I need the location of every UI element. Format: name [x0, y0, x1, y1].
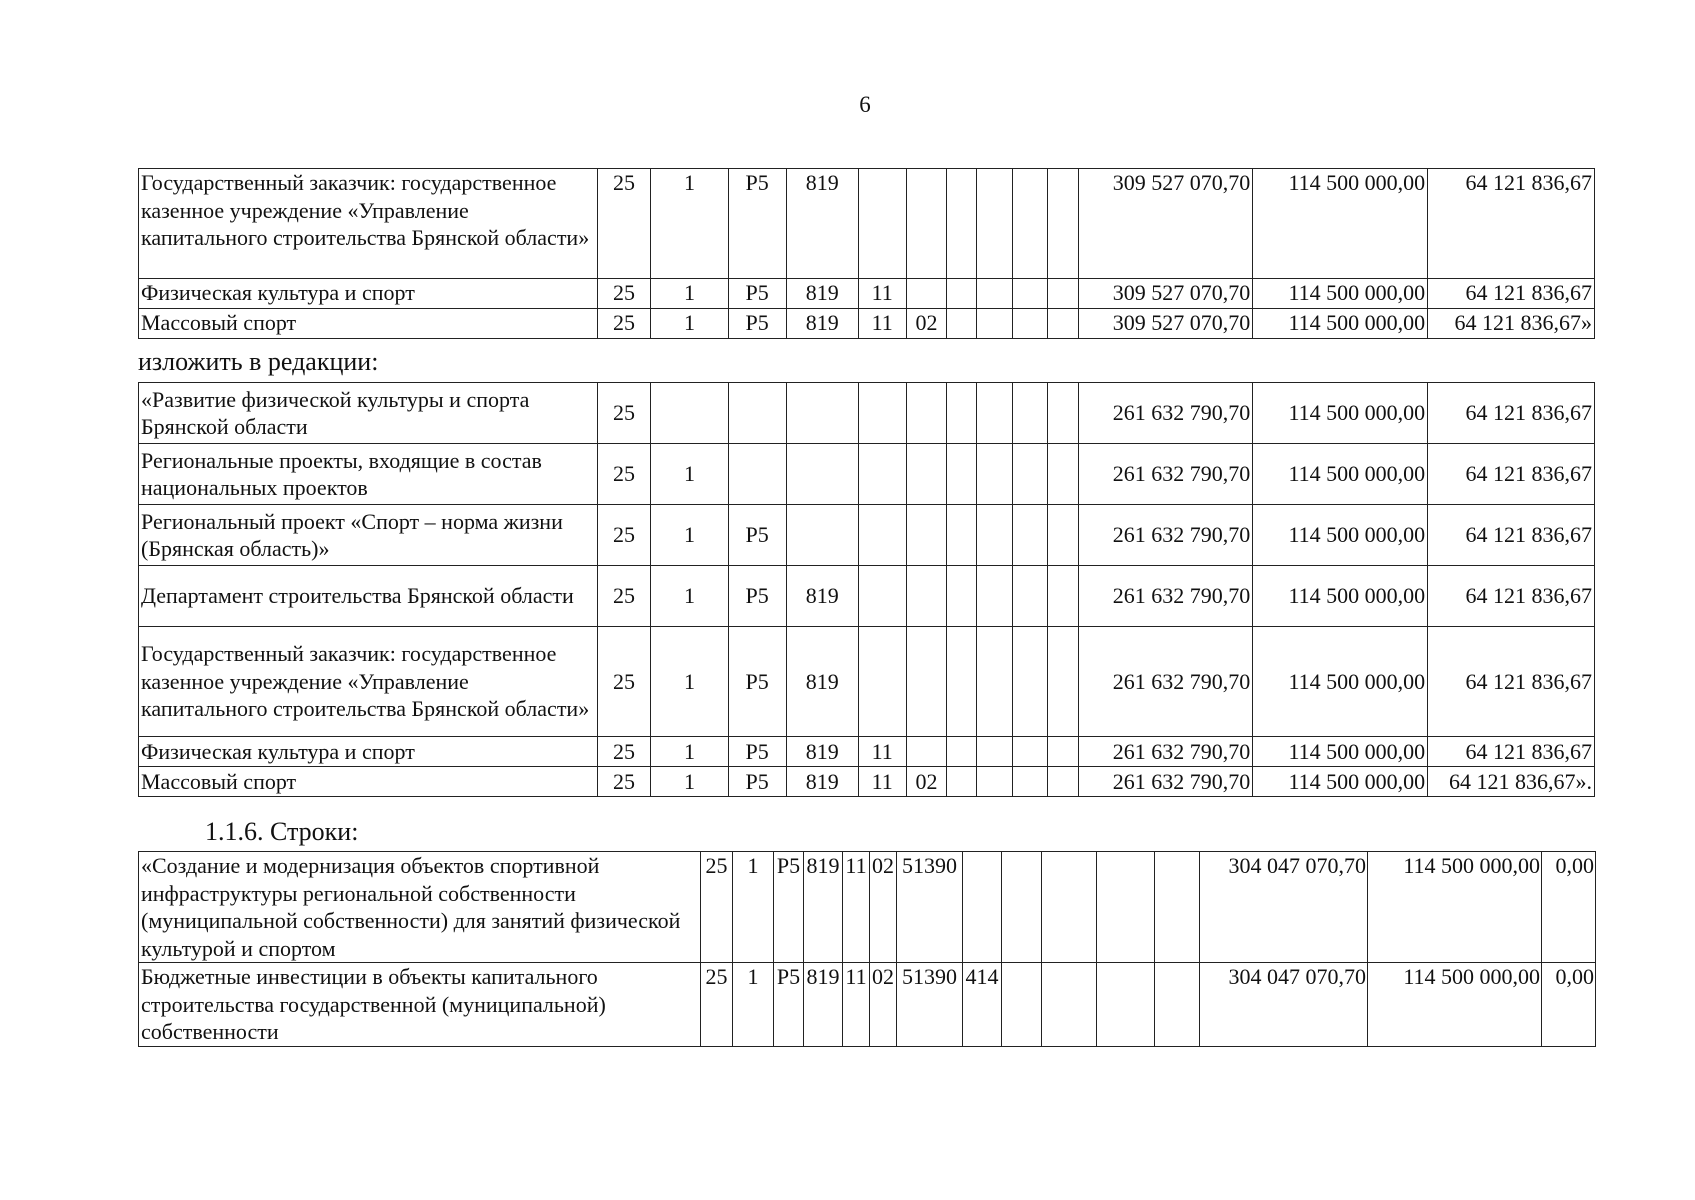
row-name-cell: Физическая культура и спорт — [139, 737, 598, 767]
code-cell — [947, 279, 976, 309]
amount-cell: 304 047 070,70 — [1200, 963, 1368, 1047]
code-cell — [1047, 566, 1079, 627]
code-cell — [1047, 767, 1079, 797]
code-cell: 819 — [786, 279, 858, 309]
code-cell: 1 — [651, 309, 728, 339]
table-row — [139, 737, 1595, 767]
code-cell — [1097, 963, 1155, 1047]
code-cell — [786, 444, 858, 505]
code-cell — [1013, 279, 1048, 309]
amount-cell: 64 121 836,67 — [1428, 566, 1595, 627]
code-cell: 25 — [597, 767, 651, 797]
code-cell — [858, 566, 906, 627]
code-cell — [1047, 169, 1079, 279]
amount-cell: 64 121 836,67 — [1428, 279, 1595, 309]
amount-cell: 261 632 790,70 — [1079, 627, 1253, 737]
row-name-cell: Региональные проекты, входящие в состав национальных проектов — [139, 444, 598, 505]
code-cell — [1013, 169, 1048, 279]
row-name-cell: Массовый спорт — [139, 767, 598, 797]
code-cell: 11 — [843, 852, 870, 963]
table-row — [139, 627, 1595, 737]
amount-cell: 309 527 070,70 — [1079, 279, 1253, 309]
code-cell — [976, 169, 1013, 279]
code-cell — [858, 383, 906, 444]
amount-cell: 261 632 790,70 — [1079, 505, 1253, 566]
amount-cell: 64 121 836,67» — [1428, 309, 1595, 339]
amount-cell: 64 121 836,67 — [1428, 627, 1595, 737]
code-cell — [1013, 505, 1048, 566]
code-cell — [906, 169, 947, 279]
table-row — [139, 383, 1595, 444]
amount-cell: 304 047 070,70 — [1200, 852, 1368, 963]
amount-cell: 64 121 836,67 — [1428, 383, 1595, 444]
amount-cell: 64 121 836,67». — [1428, 767, 1595, 797]
code-cell — [786, 505, 858, 566]
code-cell — [976, 737, 1013, 767]
code-cell: 02 — [870, 852, 897, 963]
code-cell: 25 — [597, 627, 651, 737]
code-cell: 1 — [651, 444, 728, 505]
amount-cell: 0,00 — [1542, 852, 1596, 963]
code-cell — [976, 627, 1013, 737]
row-name-cell: Государственный заказчик: государственное казенное учреждение «Управление капитального строительства Брянской области» — [139, 169, 598, 279]
code-cell: 819 — [786, 737, 858, 767]
amount-cell: 64 121 836,67 — [1428, 505, 1595, 566]
table-row — [139, 279, 1595, 309]
code-cell — [1155, 963, 1200, 1047]
code-cell: 414 — [963, 963, 1002, 1047]
budget-table-old — [138, 168, 1595, 339]
code-cell — [1047, 505, 1079, 566]
amount-cell: 114 500 000,00 — [1253, 767, 1428, 797]
code-cell: 1 — [651, 627, 728, 737]
row-name-cell: Массовый спорт — [139, 309, 598, 339]
code-cell: 25 — [597, 737, 651, 767]
code-cell: 02 — [906, 767, 947, 797]
code-cell: 1 — [651, 169, 728, 279]
amount-cell: 114 500 000,00 — [1253, 566, 1428, 627]
code-cell — [1042, 852, 1097, 963]
code-cell: Р5 — [728, 309, 786, 339]
code-cell — [1013, 566, 1048, 627]
amount-cell: 114 500 000,00 — [1253, 444, 1428, 505]
code-cell: 11 — [858, 279, 906, 309]
code-cell: 1 — [733, 852, 774, 963]
amount-cell: 261 632 790,70 — [1079, 737, 1253, 767]
table-row — [139, 963, 1596, 1047]
code-cell — [947, 309, 976, 339]
table-row — [139, 444, 1595, 505]
code-cell — [976, 505, 1013, 566]
code-cell: Р5 — [774, 963, 804, 1047]
code-cell: 25 — [597, 169, 651, 279]
code-cell — [1002, 963, 1042, 1047]
amount-cell: 114 500 000,00 — [1253, 383, 1428, 444]
amount-cell: 64 121 836,67 — [1428, 169, 1595, 279]
code-cell: 25 — [597, 566, 651, 627]
amount-cell: 261 632 790,70 — [1079, 444, 1253, 505]
code-cell: 02 — [870, 963, 897, 1047]
code-cell — [947, 505, 976, 566]
section-caption-lines: 1.1.6. Строки: — [205, 817, 359, 846]
code-cell — [906, 737, 947, 767]
code-cell — [906, 627, 947, 737]
code-cell — [906, 505, 947, 566]
code-cell — [1047, 383, 1079, 444]
code-cell — [976, 309, 1013, 339]
code-cell — [1097, 852, 1155, 963]
code-cell — [947, 444, 976, 505]
code-cell — [976, 383, 1013, 444]
code-cell — [1002, 852, 1042, 963]
code-cell: 819 — [786, 627, 858, 737]
code-cell — [651, 383, 728, 444]
amount-cell: 114 500 000,00 — [1253, 169, 1428, 279]
table-row — [139, 169, 1595, 279]
code-cell: 819 — [804, 963, 843, 1047]
code-cell — [963, 852, 1002, 963]
code-cell — [976, 566, 1013, 627]
code-cell — [1013, 767, 1048, 797]
amount-cell: 114 500 000,00 — [1253, 279, 1428, 309]
code-cell — [947, 169, 976, 279]
code-cell — [1047, 279, 1079, 309]
code-cell: 25 — [701, 963, 733, 1047]
code-cell — [1047, 627, 1079, 737]
code-cell: 02 — [906, 309, 947, 339]
amount-cell: 114 500 000,00 — [1253, 505, 1428, 566]
code-cell — [976, 279, 1013, 309]
code-cell: 51390 — [897, 852, 963, 963]
page-number: 6 — [859, 92, 871, 117]
code-cell — [947, 627, 976, 737]
amount-cell: 114 500 000,00 — [1253, 737, 1428, 767]
code-cell — [906, 566, 947, 627]
code-cell — [858, 627, 906, 737]
budget-table-lines — [138, 851, 1596, 1047]
code-cell: 819 — [804, 852, 843, 963]
code-cell — [906, 383, 947, 444]
code-cell — [1047, 737, 1079, 767]
row-name-cell: Физическая культура и спорт — [139, 279, 598, 309]
amount-cell: 114 500 000,00 — [1368, 852, 1542, 963]
code-cell — [1047, 309, 1079, 339]
row-name-cell: Департамент строительства Брянской области — [139, 566, 598, 627]
row-name-cell: Региональный проект «Спорт – норма жизни (Брянская область)» — [139, 505, 598, 566]
code-cell: 1 — [651, 505, 728, 566]
code-cell — [858, 505, 906, 566]
table-row — [139, 852, 1596, 963]
code-cell: 25 — [597, 383, 651, 444]
code-cell: 819 — [786, 169, 858, 279]
code-cell: 25 — [597, 309, 651, 339]
table-row — [139, 505, 1595, 566]
amount-cell: 261 632 790,70 — [1079, 767, 1253, 797]
code-cell: 1 — [651, 767, 728, 797]
code-cell — [1047, 444, 1079, 505]
code-cell: 25 — [597, 505, 651, 566]
code-cell: 11 — [843, 963, 870, 1047]
code-cell — [1013, 627, 1048, 737]
code-cell: 25 — [597, 279, 651, 309]
amount-cell: 64 121 836,67 — [1428, 444, 1595, 505]
amount-cell: 261 632 790,70 — [1079, 383, 1253, 444]
code-cell: Р5 — [728, 767, 786, 797]
code-cell — [858, 169, 906, 279]
amount-cell: 114 500 000,00 — [1253, 627, 1428, 737]
code-cell: 51390 — [897, 963, 963, 1047]
amount-cell: 114 500 000,00 — [1368, 963, 1542, 1047]
amount-cell: 309 527 070,70 — [1079, 169, 1253, 279]
code-cell: Р5 — [774, 852, 804, 963]
code-cell: 819 — [786, 566, 858, 627]
code-cell: Р5 — [728, 279, 786, 309]
table-row — [139, 566, 1595, 627]
code-cell — [1013, 737, 1048, 767]
budget-table-new — [138, 382, 1595, 797]
code-cell — [947, 566, 976, 627]
section-caption-edit: изложить в редакции: — [138, 347, 379, 376]
code-cell — [976, 444, 1013, 505]
code-cell: 25 — [701, 852, 733, 963]
table-row — [139, 309, 1595, 339]
code-cell — [1013, 444, 1048, 505]
code-cell — [728, 444, 786, 505]
code-cell — [906, 444, 947, 505]
code-cell: Р5 — [728, 566, 786, 627]
code-cell — [947, 767, 976, 797]
code-cell: Р5 — [728, 737, 786, 767]
code-cell: 819 — [786, 767, 858, 797]
table-row — [139, 767, 1595, 797]
code-cell — [906, 279, 947, 309]
amount-cell: 64 121 836,67 — [1428, 737, 1595, 767]
code-cell: Р5 — [728, 505, 786, 566]
amount-cell: 261 632 790,70 — [1079, 566, 1253, 627]
code-cell: 1 — [733, 963, 774, 1047]
code-cell: 819 — [786, 309, 858, 339]
row-name-cell: Государственный заказчик: государственное казенное учреждение «Управление капитального строительства Брянской области» — [139, 627, 598, 737]
code-cell — [728, 383, 786, 444]
code-cell — [947, 737, 976, 767]
code-cell: Р5 — [728, 169, 786, 279]
code-cell — [1155, 852, 1200, 963]
code-cell: 1 — [651, 566, 728, 627]
code-cell — [947, 383, 976, 444]
code-cell — [1042, 963, 1097, 1047]
code-cell — [858, 444, 906, 505]
code-cell: 11 — [858, 767, 906, 797]
amount-cell: 309 527 070,70 — [1079, 309, 1253, 339]
code-cell: 25 — [597, 444, 651, 505]
code-cell — [786, 383, 858, 444]
code-cell: Р5 — [728, 627, 786, 737]
row-name-cell: Бюджетные инвестиции в объекты капитального строительства государственной (муниципальной) собственности — [139, 963, 701, 1047]
code-cell — [1013, 383, 1048, 444]
code-cell — [1013, 309, 1048, 339]
amount-cell: 114 500 000,00 — [1253, 309, 1428, 339]
code-cell: 11 — [858, 309, 906, 339]
row-name-cell: «Развитие физической культуры и спорта Брянской области — [139, 383, 598, 444]
row-name-cell: «Создание и модернизация объектов спортивной инфраструктуры региональной собственности (муниципальной собственности) для занятий физической культурой и спортом — [139, 852, 701, 963]
code-cell: 1 — [651, 279, 728, 309]
code-cell: 11 — [858, 737, 906, 767]
code-cell: 1 — [651, 737, 728, 767]
amount-cell: 0,00 — [1542, 963, 1596, 1047]
code-cell — [976, 767, 1013, 797]
